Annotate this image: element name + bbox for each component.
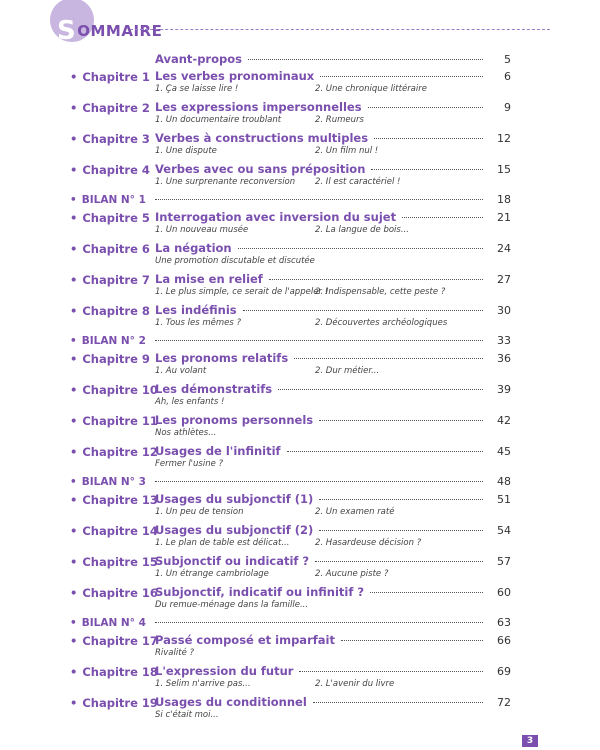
leader-dots: [238, 248, 483, 249]
toc-subtitles: [155, 538, 511, 551]
toc-title: Les expressions impersonnelles: [155, 100, 362, 114]
toc-label-text: Chapitre 19: [82, 696, 158, 710]
toc-row-chapter[interactable]: [0, 272, 600, 303]
toc-row-chapter[interactable]: [0, 210, 600, 241]
toc-page: 15: [497, 163, 511, 176]
toc-entry: [155, 444, 511, 472]
toc-title: Passé composé et imparfait: [155, 633, 335, 647]
leader-dots: [370, 592, 483, 593]
toc-page: 24: [497, 242, 511, 255]
toc-page: 6: [504, 70, 511, 83]
toc-label: [70, 352, 150, 366]
bullet-icon: •: [70, 335, 77, 347]
bullet-icon: •: [70, 696, 78, 710]
toc-subtitle: 2. L'avenir du livre: [315, 679, 395, 689]
bullet-icon: •: [70, 445, 78, 459]
toc-page: 63: [497, 616, 511, 629]
toc-entry: [155, 523, 511, 551]
toc-subtitles: [155, 648, 511, 661]
toc-row-chapter[interactable]: [0, 585, 600, 616]
title-rest: OMMAIRE: [77, 22, 163, 40]
toc-subtitles: [155, 84, 511, 97]
toc-row-bilan[interactable]: [0, 334, 600, 351]
toc-label: [70, 617, 146, 629]
toc-line: [155, 585, 511, 600]
toc-entry: [155, 193, 511, 208]
toc-entry: [155, 413, 511, 441]
toc-subtitle: 2. La langue de bois...: [315, 225, 409, 235]
toc-label-text: Chapitre 12: [82, 445, 158, 459]
toc-label-text: Chapitre 18: [82, 665, 158, 679]
leader-dots: [269, 279, 483, 280]
toc-title: Subjonctif ou indicatif ?: [155, 554, 310, 568]
toc-row-chapter[interactable]: [0, 100, 600, 131]
leader-dots: [155, 622, 483, 623]
toc-line: [155, 241, 511, 256]
toc-subtitle: 2. Il est caractériel !: [315, 177, 401, 187]
toc-subtitle: 1. Un peu de tension: [155, 507, 244, 517]
page-number: 3: [522, 735, 538, 747]
toc-entry: [155, 69, 511, 97]
bullet-icon: •: [70, 586, 78, 600]
leader-dots: [319, 530, 483, 531]
toc-label: [70, 70, 150, 84]
toc-label-text: BILAN N° 3: [81, 476, 146, 488]
bullet-icon: •: [70, 163, 78, 177]
toc-label: [70, 163, 150, 177]
toc-subtitles: [155, 225, 511, 238]
toc-line: [155, 131, 511, 146]
toc-label: [70, 273, 150, 287]
toc-label: [70, 445, 158, 459]
toc-subtitle: 1. Un nouveau musée: [155, 225, 249, 235]
toc-subtitle: 2. Découvertes archéologiques: [315, 318, 448, 328]
leader-dots: [248, 59, 483, 60]
toc-subtitle: 1. Tous les mêmes ?: [155, 318, 242, 328]
toc-subtitles: [155, 115, 511, 128]
toc-subtitle: 2. Rumeurs: [315, 115, 364, 125]
bullet-icon: •: [70, 414, 78, 428]
toc-entry: [155, 334, 511, 349]
toc-row-intro[interactable]: [0, 52, 600, 69]
toc-line: [155, 100, 511, 115]
toc-entry: [155, 100, 511, 128]
toc-entry: [155, 303, 511, 331]
bullet-icon: •: [70, 304, 78, 318]
toc-label-text: Chapitre 13: [82, 493, 158, 507]
toc-entry: [155, 475, 511, 490]
toc-subtitle: 1. Le plus simple, ce serait de l'appeler !: [155, 287, 329, 297]
toc-entry: [155, 616, 511, 631]
toc-line: [155, 162, 511, 177]
bullet-icon: •: [70, 476, 77, 488]
toc-subtitle: Fermer l'usine ?: [155, 459, 224, 469]
toc-label-text: Chapitre 7: [82, 273, 150, 287]
toc-subtitles: [155, 177, 511, 190]
toc-line: [155, 69, 511, 84]
toc-subtitle: Si c'était moi...: [155, 710, 219, 720]
bullet-icon: •: [70, 665, 78, 679]
toc-row-bilan[interactable]: [0, 616, 600, 633]
toc-page: 48: [497, 475, 511, 488]
toc-label: [70, 383, 158, 397]
toc-label: [70, 242, 150, 256]
toc-subtitle: 2. Indispensable, cette peste ?: [315, 287, 446, 297]
toc-label-text: Chapitre 16: [82, 586, 158, 600]
toc-label-text: Chapitre 15: [82, 555, 158, 569]
leader-dots: [155, 481, 483, 482]
toc-label-text: Chapitre 17: [82, 634, 158, 648]
leader-dots: [402, 217, 483, 218]
bullet-icon: •: [70, 101, 78, 115]
toc-line: [155, 633, 511, 648]
toc-page: 27: [497, 273, 511, 286]
toc-title: Les pronoms relatifs: [155, 351, 289, 365]
toc-entry: [155, 492, 511, 520]
toc-subtitle: Une promotion discutable et discutée: [155, 256, 315, 266]
leader-dots: [315, 561, 483, 562]
toc-line: [155, 351, 511, 366]
toc-page: 45: [497, 445, 511, 458]
toc-row-chapter[interactable]: [0, 444, 600, 475]
toc-line: [155, 554, 511, 569]
toc-line: [155, 695, 511, 710]
leader-dots: [320, 76, 483, 77]
toc-subtitles: [155, 366, 511, 379]
toc-subtitle: 1. Un étrange cambriolage: [155, 569, 269, 579]
toc-entry: [155, 554, 511, 582]
toc-label: [70, 555, 158, 569]
bullet-icon: •: [70, 352, 78, 366]
bullet-icon: •: [70, 70, 78, 84]
toc-subtitles: [155, 679, 511, 692]
toc-page: 9: [504, 101, 511, 114]
toc-title: Interrogation avec inversion du sujet: [155, 210, 397, 224]
leader-dots: [155, 340, 483, 341]
toc-subtitle: Nos athlètes...: [155, 428, 217, 438]
toc-line: [155, 523, 511, 538]
header-rule: [130, 29, 550, 30]
toc-label: [70, 476, 146, 488]
leader-dots: [294, 358, 483, 359]
toc-row-chapter[interactable]: [0, 303, 600, 334]
toc-label: [70, 586, 158, 600]
toc-line: [155, 382, 511, 397]
toc-title: Avant-propos: [155, 52, 242, 66]
toc-row-chapter[interactable]: [0, 523, 600, 554]
toc-subtitle: Du remue-ménage dans la famille...: [155, 600, 309, 610]
toc-subtitle: 2. Un film nul !: [315, 146, 379, 156]
toc-label-text: Chapitre 14: [82, 524, 158, 538]
leader-dots: [319, 499, 483, 500]
toc-subtitle: 1. Au volant: [155, 366, 207, 376]
toc-line: [155, 210, 511, 225]
toc-entry: [155, 162, 511, 190]
toc-label-text: Chapitre 2: [82, 101, 150, 115]
toc-line: [155, 444, 511, 459]
toc-subtitle: 1. Un documentaire troublant: [155, 115, 282, 125]
toc-subtitle: 1. Selim n'arrive pas...: [155, 679, 251, 689]
page-title: [57, 13, 163, 46]
toc-row-chapter[interactable]: [0, 633, 600, 664]
toc-label-text: BILAN N° 2: [81, 335, 146, 347]
toc-entry: [155, 210, 511, 238]
toc-row-chapter[interactable]: [0, 351, 600, 382]
toc-subtitle: Ah, les enfants !: [155, 397, 225, 407]
bullet-icon: •: [70, 242, 78, 256]
toc-label: [70, 524, 158, 538]
toc-row-chapter[interactable]: [0, 492, 600, 523]
toc-title: L'expression du futur: [155, 664, 294, 678]
toc-subtitles: [155, 428, 511, 441]
toc-entry: [155, 351, 511, 379]
leader-dots: [299, 671, 483, 672]
leader-dots: [278, 389, 483, 390]
toc-entry: [155, 664, 511, 692]
bullet-icon: •: [70, 194, 77, 206]
toc-line: [155, 475, 511, 490]
toc-subtitle: 2. Aucune piste ?: [315, 569, 389, 579]
toc-page: 39: [497, 383, 511, 396]
toc-entry: [155, 241, 511, 269]
bullet-icon: •: [70, 524, 78, 538]
toc-line: [155, 664, 511, 679]
toc-label-text: Chapitre 6: [82, 242, 150, 256]
toc-row-chapter[interactable]: [0, 554, 600, 585]
toc-title: La mise en relief: [155, 272, 263, 286]
bullet-icon: •: [70, 617, 77, 629]
toc-page: 72: [497, 696, 511, 709]
toc-subtitles: [155, 256, 511, 269]
toc-page: 5: [504, 53, 511, 66]
toc-row-chapter[interactable]: [0, 162, 600, 193]
toc-label: [70, 696, 158, 710]
toc-subtitles: [155, 710, 511, 723]
toc-row-chapter[interactable]: [0, 241, 600, 272]
toc-label-text: BILAN N° 4: [81, 617, 146, 629]
leader-dots: [243, 310, 483, 311]
toc-page: 60: [497, 586, 511, 599]
toc-row-chapter[interactable]: [0, 413, 600, 444]
toc-title: Verbes à constructions multiples: [155, 131, 369, 145]
toc-label: [70, 493, 158, 507]
toc-label-text: Chapitre 4: [82, 163, 150, 177]
toc-label: [70, 132, 150, 146]
toc-page: 42: [497, 414, 511, 427]
toc-label: [70, 414, 158, 428]
toc-subtitle: 2. Une chronique littéraire: [315, 84, 427, 94]
toc-page: 33: [497, 334, 511, 347]
toc-label-text: Chapitre 10: [82, 383, 158, 397]
toc-label-text: BILAN N° 1: [81, 194, 146, 206]
toc-title: Les pronoms personnels: [155, 413, 314, 427]
toc-line: [155, 52, 511, 67]
bullet-icon: •: [70, 132, 78, 146]
toc-entry: [155, 585, 511, 613]
toc-subtitles: [155, 569, 511, 582]
bullet-icon: •: [70, 493, 78, 507]
toc-entry: [155, 633, 511, 661]
toc-entry: [155, 382, 511, 410]
toc-subtitles: [155, 459, 511, 472]
toc-subtitle: 1. Le plan de table est délicat...: [155, 538, 290, 548]
leader-dots: [313, 702, 483, 703]
bullet-icon: •: [70, 634, 78, 648]
toc-label: [70, 211, 150, 225]
leader-dots: [287, 451, 483, 452]
toc-label: [70, 194, 146, 206]
toc-subtitles: [155, 318, 511, 331]
toc-subtitle: Rivalité ?: [155, 648, 195, 658]
toc-title: Usages de l'infinitif: [155, 444, 281, 458]
toc-page: 54: [497, 524, 511, 537]
title-initial: S: [57, 16, 77, 46]
leader-dots: [319, 420, 483, 421]
toc-entry: [155, 131, 511, 159]
toc-label-text: Chapitre 8: [82, 304, 150, 318]
toc-label-text: Chapitre 5: [82, 211, 150, 225]
toc-row-bilan[interactable]: [0, 475, 600, 492]
toc-line: [155, 334, 511, 349]
toc-subtitles: [155, 397, 511, 410]
toc-title: Subjonctif, indicatif ou infinitif ?: [155, 585, 365, 599]
toc-subtitle: 1. Une surprenante reconversion: [155, 177, 296, 187]
toc-label: [70, 665, 158, 679]
toc-subtitle: 2. Dur métier...: [315, 366, 380, 376]
toc-page: 66: [497, 634, 511, 647]
toc-page: 51: [497, 493, 511, 506]
bullet-icon: •: [70, 211, 78, 225]
toc-line: [155, 303, 511, 318]
toc-line: [155, 616, 511, 631]
toc-line: [155, 272, 511, 287]
toc-title: Usages du subjonctif (2): [155, 523, 314, 537]
toc-label-text: Chapitre 11: [82, 414, 158, 428]
toc-subtitles: [155, 600, 511, 613]
toc-subtitles: [155, 146, 511, 159]
toc-subtitle: 1. Une dispute: [155, 146, 217, 156]
toc-row-chapter[interactable]: [0, 695, 600, 726]
toc-title: La négation: [155, 241, 232, 255]
header: [0, 0, 600, 50]
toc-subtitle: 2. Un examen raté: [315, 507, 395, 517]
leader-dots: [341, 640, 483, 641]
toc-row-chapter[interactable]: [0, 131, 600, 162]
leader-dots: [155, 199, 483, 200]
bullet-icon: •: [70, 555, 78, 569]
toc-page: 21: [497, 211, 511, 224]
toc-page: 69: [497, 665, 511, 678]
toc-page: 36: [497, 352, 511, 365]
toc-entry: [155, 272, 511, 300]
toc-label-text: Chapitre 1: [82, 70, 150, 84]
leader-dots: [371, 169, 483, 170]
toc-title: Verbes avec ou sans préposition: [155, 162, 366, 176]
toc-title: Les démonstratifs: [155, 382, 273, 396]
bullet-icon: •: [70, 383, 78, 397]
toc-title: Les indéfinis: [155, 303, 237, 317]
toc-subtitles: [155, 507, 511, 520]
toc-line: [155, 193, 511, 208]
toc-label-text: Chapitre 9: [82, 352, 150, 366]
leader-dots: [374, 138, 483, 139]
toc-title: Usages du subjonctif (1): [155, 492, 314, 506]
table-of-contents: [0, 52, 600, 726]
toc-label: [70, 101, 150, 115]
toc-subtitle: 2. Hasardeuse décision ?: [315, 538, 422, 548]
toc-row-chapter[interactable]: [0, 69, 600, 100]
toc-entry: [155, 695, 511, 723]
toc-row-bilan[interactable]: [0, 193, 600, 210]
toc-page: 30: [497, 304, 511, 317]
toc-label: [70, 304, 150, 318]
toc-title: Usages du conditionnel: [155, 695, 307, 709]
toc-page: 18: [497, 193, 511, 206]
toc-row-chapter[interactable]: [0, 664, 600, 695]
toc-subtitle: 1. Ça se laisse lire !: [155, 84, 239, 94]
leader-dots: [368, 107, 483, 108]
toc-label-text: Chapitre 3: [82, 132, 150, 146]
toc-title: Les verbes pronominaux: [155, 69, 315, 83]
toc-label: [70, 634, 158, 648]
bullet-icon: •: [70, 273, 78, 287]
toc-page: 12: [497, 132, 511, 145]
toc-subtitles: [155, 287, 511, 300]
toc-row-chapter[interactable]: [0, 382, 600, 413]
toc-line: [155, 413, 511, 428]
toc-entry: [155, 52, 511, 67]
toc-label: [70, 335, 146, 347]
toc-page: 57: [497, 555, 511, 568]
toc-line: [155, 492, 511, 507]
